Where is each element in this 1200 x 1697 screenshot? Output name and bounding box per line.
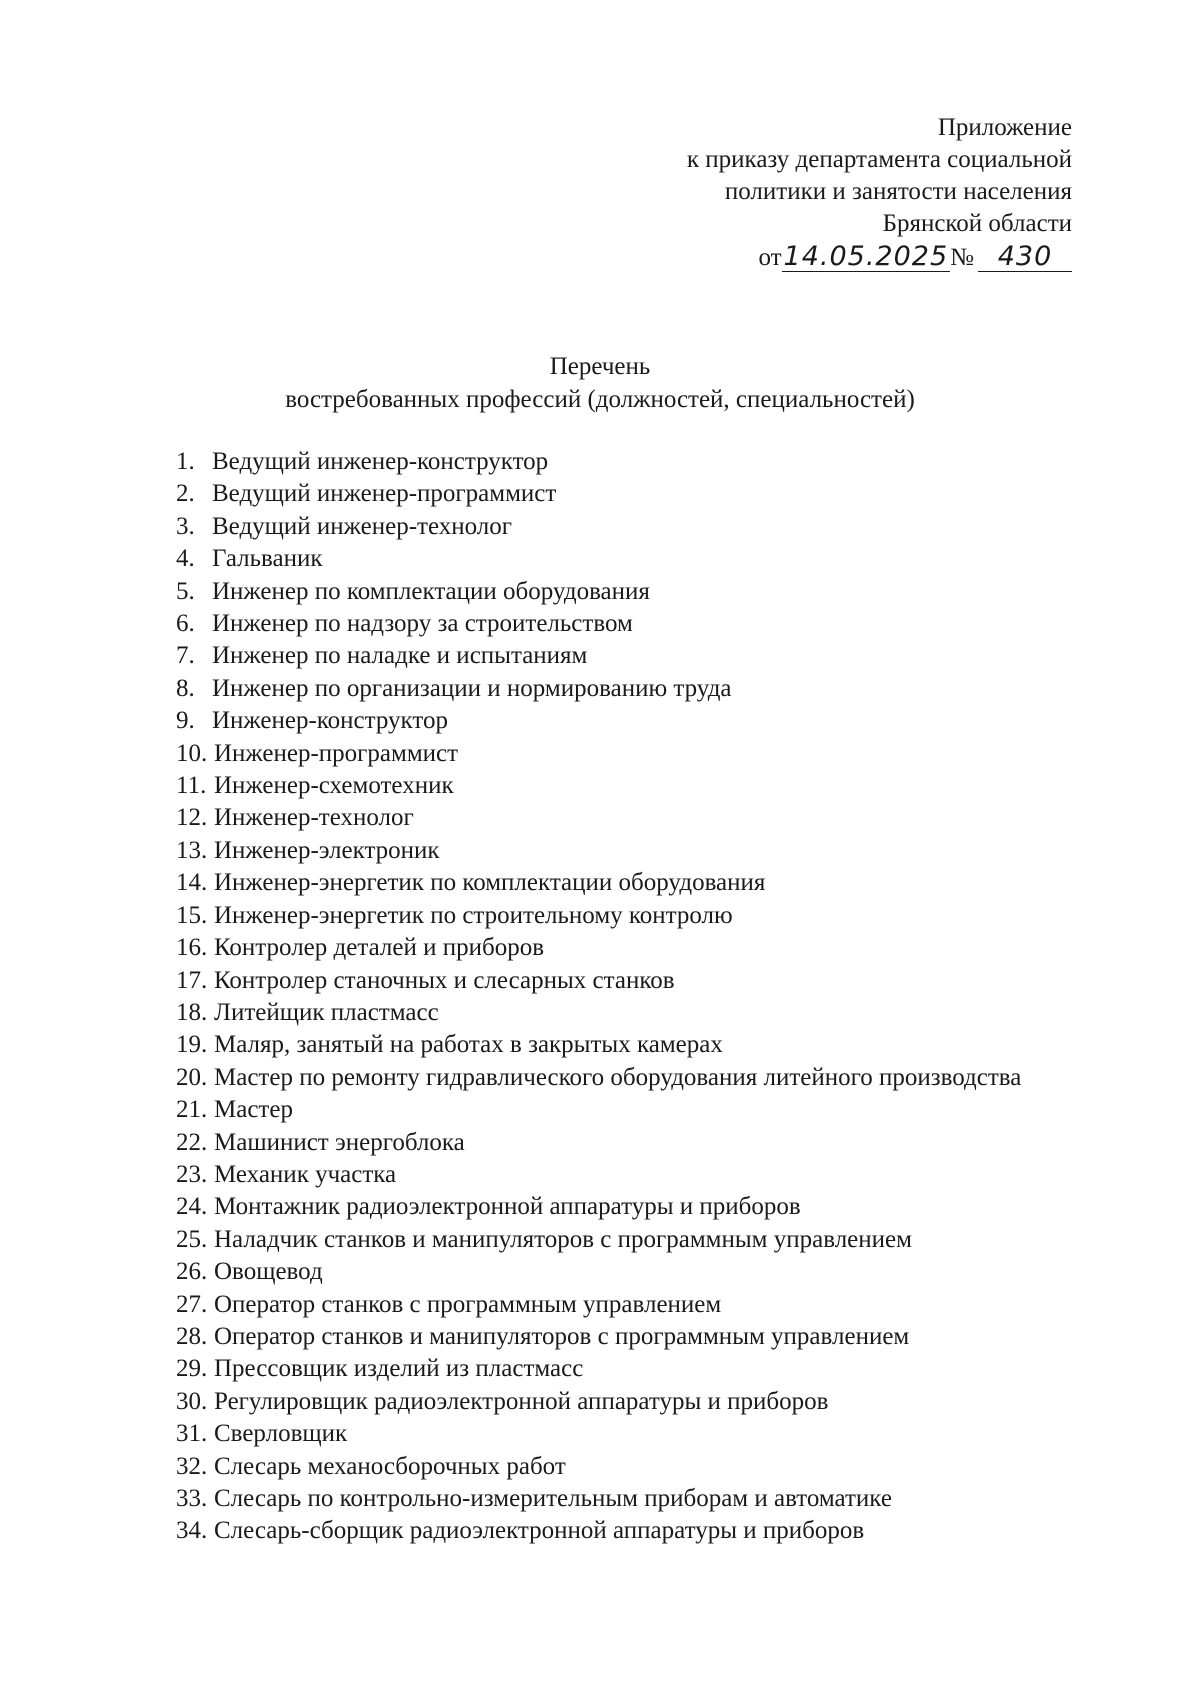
list-item [176, 1451, 1124, 1483]
list-item-number: 7. [176, 642, 195, 670]
list-item-number: 29. [176, 1355, 208, 1383]
list-item-number: 11. [176, 772, 207, 800]
list-item [176, 543, 1124, 575]
list-item-number: 1. [176, 448, 195, 475]
list-item [176, 608, 1124, 640]
list-item [176, 1353, 1124, 1385]
list-item-text: Ведущий инженер-технолог [212, 512, 512, 540]
list-item [176, 770, 1124, 802]
list-item [176, 1062, 1124, 1094]
list-item-text: Овощевод [214, 1258, 323, 1286]
list-item-text: Инженер-схемотехник [214, 772, 454, 800]
list-item-number: 28. [176, 1322, 208, 1350]
list-item-number: 19. [176, 1031, 208, 1059]
list-item-number: 33. [176, 1485, 208, 1512]
list-item-text: Гальваник [212, 545, 323, 573]
order-number-label: № [950, 244, 974, 271]
list-item [176, 1029, 1124, 1061]
list-item-text: Инженер по комплектации оборудования [212, 577, 650, 605]
list-item-number: 5. [176, 577, 195, 605]
list-item [176, 1224, 1124, 1256]
list-item [176, 1386, 1124, 1418]
list-item [176, 1094, 1124, 1126]
list-item-number: 20. [176, 1063, 208, 1091]
professions-list [176, 446, 1124, 1548]
order-number-handwritten: 430 [978, 243, 1072, 272]
list-item-number: 32. [176, 1452, 208, 1480]
list-item [176, 1256, 1124, 1288]
list-item-number: 31. [176, 1420, 208, 1448]
list-item-text: Инженер-программист [214, 739, 459, 767]
order-from-label: от [758, 244, 782, 271]
title-line-1: Перечень [549, 353, 651, 380]
appendix-header [687, 112, 1072, 274]
order-date-number-line [687, 242, 1072, 274]
list-item-text: Слесарь-сборщик радиоэлектронной аппаратуры и приборов [214, 1517, 865, 1545]
list-item-number: 12. [176, 804, 208, 832]
list-item [176, 965, 1124, 997]
list-item-number: 3. [176, 512, 195, 540]
list-item-text: Монтажник радиоэлектронной аппаратуры и приборов [214, 1193, 801, 1221]
department-line: политики и занятости населения [724, 178, 1072, 205]
list-item-text: Оператор станков с программным управлением [214, 1290, 722, 1318]
list-item-number: 18. [176, 998, 208, 1026]
list-item-number: 13. [176, 836, 208, 864]
list-item-text: Инженер-энергетик по строительному контролю [214, 901, 733, 929]
list-item [176, 1191, 1124, 1223]
list-item [176, 1418, 1124, 1450]
list-item-text: Слесарь по контрольно-измерительным приборам и автоматике [214, 1485, 892, 1512]
list-item-text: Машинист энергоблока [214, 1128, 465, 1156]
list-item [176, 576, 1124, 608]
list-item-text: Инженер-технолог [214, 804, 414, 832]
list-item [176, 1321, 1124, 1353]
list-item-text: Инженер по наладке и испытаниям [212, 642, 588, 670]
list-item [176, 738, 1124, 770]
list-item [176, 932, 1124, 964]
list-item-text: Ведущий инженер-конструктор [212, 448, 549, 475]
list-item-text: Инженер-энергетик по комплектации оборудования [214, 869, 766, 897]
list-item-number: 34. [176, 1517, 208, 1545]
list-item [176, 511, 1124, 543]
list-item-number: 21. [176, 1096, 208, 1124]
list-item-text: Слесарь механосборочных работ [214, 1452, 566, 1480]
list-item-text: Сверловщик [214, 1420, 348, 1448]
list-item-text: Прессовщик изделий из пластмасс [214, 1355, 584, 1383]
document-title [0, 350, 1200, 416]
list-item [176, 446, 1124, 478]
list-item-number: 25. [176, 1225, 208, 1253]
list-item-text: Ведущий инженер-программист [212, 480, 557, 508]
list-item [176, 478, 1124, 510]
list-item-text: Регулировщик радиоэлектронной аппаратуры и приборов [214, 1387, 829, 1415]
list-item-text: Мастер по ремонту гидравлического оборудования литейного производства [214, 1063, 1022, 1091]
list-item-number: 22. [176, 1128, 208, 1156]
list-item-text: Контролер станочных и слесарных станков [214, 966, 675, 994]
list-item-number: 30. [176, 1387, 208, 1415]
list-item-number: 26. [176, 1258, 208, 1286]
list-item [176, 1159, 1124, 1191]
list-item-text: Инженер по организации и нормированию труда [212, 674, 732, 702]
list-item [176, 900, 1124, 932]
list-item [176, 997, 1124, 1029]
list-item [176, 640, 1124, 672]
list-item-number: 8. [176, 674, 195, 702]
list-item [176, 673, 1124, 705]
list-item-text: Мастер [214, 1096, 293, 1124]
list-item-number: 6. [176, 610, 195, 638]
list-item [176, 835, 1124, 867]
title-line-2: востребованных профессий (должностей, специальностей) [285, 386, 915, 413]
list-item [176, 867, 1124, 899]
list-item [176, 802, 1124, 834]
list-item-text: Контролер деталей и приборов [214, 934, 545, 962]
list-item [176, 705, 1124, 737]
list-item-number: 16. [176, 934, 208, 962]
list-item-number: 24. [176, 1193, 208, 1221]
list-item-number: 9. [176, 707, 195, 735]
list-item-text: Наладчик станков и манипуляторов с программным управлением [214, 1225, 912, 1253]
list-item [176, 1289, 1124, 1321]
list-item-number: 10. [176, 739, 208, 767]
region-line: Брянской области [882, 210, 1072, 237]
list-item-text: Маляр, занятый на работах в закрытых камерах [214, 1031, 723, 1059]
list-item-text: Инженер по надзору за строительством [212, 610, 633, 638]
list-item-number: 14. [176, 869, 208, 897]
list-item-number: 17. [176, 966, 208, 994]
appendix-heading: Приложение [937, 114, 1072, 141]
list-item-number: 15. [176, 901, 208, 929]
list-item-text: Инженер-конструктор [212, 707, 448, 735]
list-item-number: 27. [176, 1290, 208, 1318]
list-item-number: 4. [176, 545, 195, 573]
list-item-number: 2. [176, 480, 195, 508]
list-item [176, 1483, 1124, 1515]
list-item-number: 23. [176, 1160, 208, 1188]
list-item-text: Литейщик пластмасс [214, 998, 439, 1026]
order-date-handwritten: 14.05.2025 [783, 241, 949, 272]
list-item-text: Механик участка [214, 1160, 397, 1188]
list-item-text: Оператор станков и манипуляторов с программным управлением [214, 1322, 910, 1350]
list-item-text: Инженер-электроник [214, 836, 440, 864]
order-reference-line: к приказу департамента социальной [686, 146, 1072, 173]
list-item [176, 1515, 1124, 1547]
list-item [176, 1127, 1124, 1159]
